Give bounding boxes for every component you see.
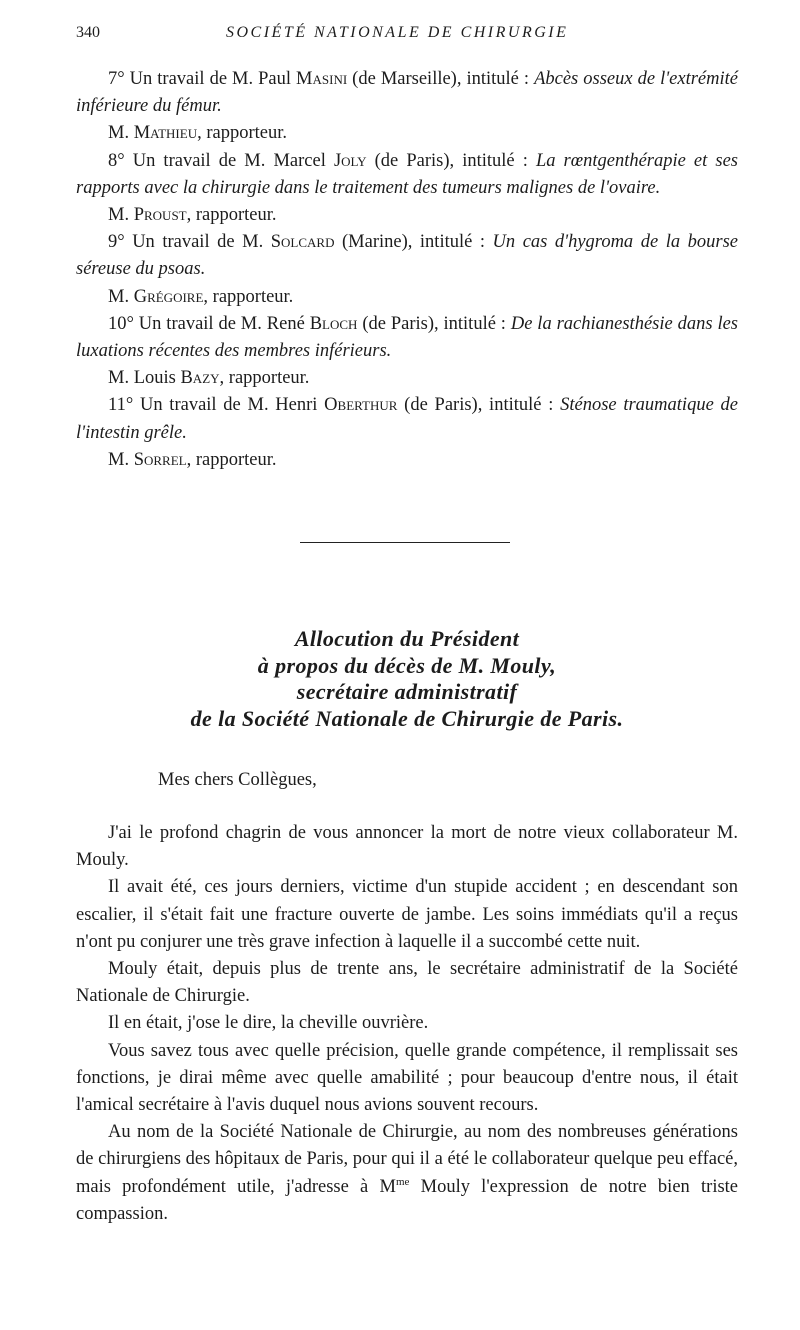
list-item: 9° Un travail de M. Solcard (Marine), intitulé : Un cas d'hygroma de la bourse séreuse du psoas. — [76, 232, 738, 280]
running-title: SOCIÉTÉ NATIONALE DE CHIRURGIE — [226, 24, 569, 41]
list-item: 10° Un travail de M. René Bloch (de Paris), intitulé : De la rachianesthésie dans les luxations récentes des membres inférieurs. — [76, 313, 738, 362]
paragraph: Au nom de la Société Nationale de Chirurgie, au nom des nombreuses générations de chirurgiens des hôpitaux de Paris, pour qui il a été le collaborateur quelque peu effacé, mais profondément utile, j'adresse à $M^{me}$ Mouly l'expression de notre bien triste compassion. — [76, 1122, 739, 1224]
speech-body — [76, 820, 738, 1228]
rapporteur-line: M. Sorrel, rapporteur. — [108, 449, 277, 470]
paragraph: Vous savez tous avec quelle précision, quelle grande compétence, il remplissait ses fonctions, je dirai même avec quelle amabilité ; pour beaucoup d'entre nous, il était l'amical secrétaire à l'avis duquel nous avions souvent recours. — [76, 1040, 738, 1116]
works-list — [76, 66, 738, 474]
salutation: Mes chers Collègues, — [158, 770, 317, 790]
section-divider — [300, 542, 510, 543]
rapporteur-line: M. Proust, rapporteur. — [108, 205, 277, 226]
rapporteur-line: M. Grégoire, rapporteur. — [108, 286, 294, 307]
rapporteur-line: M. Louis Bazy, rapporteur. — [108, 368, 310, 389]
heading-line: secrétaire administratif — [296, 679, 518, 704]
paragraph: Il avait été, ces jours derniers, victime d'un stupide accident ; en descendant son escalier, il s'était fait une fracture ouverte de jambe. Les soins immédiats qu'il a reçus n'ont pu conjurer une très grave infection à laquelle il a succombé cette nuit. — [76, 877, 738, 952]
heading-line: Allocution du Président — [294, 626, 520, 651]
list-item: 8° Un travail de M. Marcel Joly (de Paris), intitulé : La rœntgenthérapie et ses rapports avec la chirurgie dans le traitement des tumeurs malignes de l'ovaire. — [76, 150, 738, 198]
section-heading — [76, 626, 738, 732]
paragraph: J'ai le profond chagrin de vous annoncer la mort de notre vieux collaborateur M. Mouly. — [76, 823, 738, 871]
list-item: 11° Un travail de M. Henri Oberthur (de Paris), intitulé : Sténose traumatique de l'intestin grêle. — [76, 395, 738, 443]
page-number: 340 — [76, 24, 100, 41]
heading-line: de la Société Nationale de Chirurgie de Paris. — [190, 705, 624, 731]
paragraph: Il en était, j'ose le dire, la cheville ouvrière. — [108, 1013, 429, 1034]
list-item: 7° Un travail de M. Paul Masini (de Marseille), intitulé : Abcès osseux de l'extrémité inférieure du fémur. — [76, 69, 738, 117]
paragraph: Mouly était, depuis plus de trente ans, le secrétaire administratif de la Société Nationale de Chirurgie. — [76, 959, 738, 1007]
running-header — [76, 20, 738, 50]
rapporteur-line: M. Mathieu, rapporteur. — [108, 123, 287, 144]
heading-line: à propos du décès de M. Mouly, — [257, 652, 557, 678]
